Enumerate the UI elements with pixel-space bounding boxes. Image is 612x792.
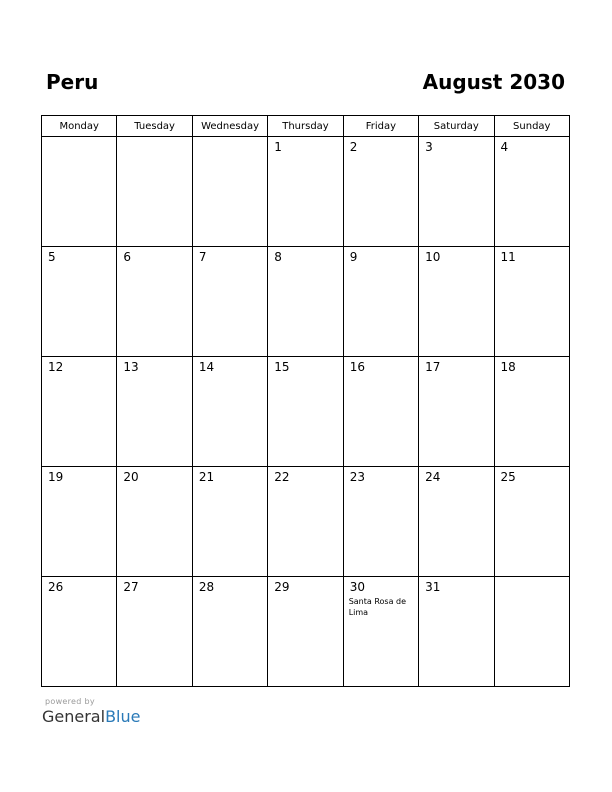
day-cell (494, 467, 569, 577)
day-number: 29 (274, 580, 290, 594)
day-number: 10 (425, 250, 441, 264)
day-number: 17 (425, 360, 441, 374)
day-number (42, 137, 116, 140)
day-number: 1 (274, 140, 282, 154)
day-cell (42, 357, 117, 467)
day-number: 23 (349, 470, 365, 484)
week-row (42, 247, 570, 357)
weekday-tuesday: Tuesday (117, 116, 192, 137)
brand-part-blue: Blue (105, 707, 141, 726)
weekday-sunday: Sunday (494, 116, 569, 137)
day-cell (419, 137, 494, 247)
day-number: 7 (198, 250, 207, 264)
weekday-saturday: Saturday (419, 116, 494, 137)
day-cell (42, 577, 117, 687)
day-cell (117, 357, 192, 467)
day-number: 8 (274, 250, 282, 264)
day-cell (268, 357, 343, 467)
day-number: 16 (349, 360, 365, 374)
day-number: 21 (198, 470, 215, 484)
day-number: 30 (349, 580, 365, 594)
day-cell (343, 357, 418, 467)
weekday-header-row (42, 116, 570, 137)
day-number: 18 (500, 360, 516, 374)
day-number: 11 (500, 250, 516, 264)
day-number: 19 (48, 470, 64, 484)
day-number (495, 577, 569, 580)
day-number: 25 (500, 470, 516, 484)
day-cell (42, 467, 117, 577)
day-cell (494, 247, 569, 357)
powered-by-text: powered by (45, 697, 95, 706)
day-number: 27 (123, 580, 139, 594)
day-number: 24 (425, 470, 441, 484)
holiday-label: Santa Rosa de Lima (348, 597, 407, 617)
day-number: 5 (48, 250, 56, 264)
day-number: 13 (123, 360, 139, 374)
day-number: 3 (425, 140, 433, 154)
week-row (42, 467, 570, 577)
day-cell (268, 247, 343, 357)
country-title: Peru (46, 70, 99, 94)
day-number: 22 (274, 470, 290, 484)
day-cell (42, 137, 117, 247)
day-number: 12 (48, 360, 64, 374)
weekday-wednesday: Wednesday (192, 116, 267, 137)
day-number: 4 (500, 140, 509, 154)
week-row (42, 357, 570, 467)
day-cell (419, 357, 494, 467)
day-cell (117, 467, 192, 577)
weekday-monday: Monday (42, 116, 117, 137)
day-number: 31 (425, 580, 441, 594)
week-row (42, 137, 570, 247)
day-number: 6 (123, 250, 132, 264)
day-cell (192, 357, 267, 467)
day-cell (419, 247, 494, 357)
month-year-title: August 2030 (422, 70, 565, 94)
day-cell (192, 247, 267, 357)
day-number: 15 (274, 360, 290, 374)
day-cell (192, 577, 267, 687)
day-number: 26 (48, 580, 64, 594)
day-cell (42, 247, 117, 357)
day-cell (192, 137, 267, 247)
day-cell (343, 247, 418, 357)
day-cell (268, 137, 343, 247)
day-number: 14 (198, 360, 215, 374)
day-number: 9 (349, 250, 358, 264)
day-number: 2 (349, 140, 358, 154)
day-cell (117, 577, 192, 687)
day-cell (268, 467, 343, 577)
day-number: 28 (198, 580, 215, 594)
calendar-grid (41, 115, 570, 687)
day-cell (343, 577, 418, 687)
day-cell (419, 467, 494, 577)
day-number (193, 137, 267, 140)
brand-part-general: General (42, 707, 106, 726)
generalblue-logo[interactable] (42, 707, 140, 726)
day-number (117, 137, 191, 140)
day-cell (494, 137, 569, 247)
day-cell (192, 467, 267, 577)
day-cell (268, 577, 343, 687)
footer-branding (42, 697, 140, 726)
day-cell (419, 577, 494, 687)
weekday-thursday: Thursday (268, 116, 343, 137)
day-number: 20 (123, 470, 139, 484)
week-row (42, 577, 570, 687)
day-cell (494, 577, 569, 687)
weekday-friday: Friday (343, 116, 418, 137)
day-cell (343, 467, 418, 577)
day-cell (117, 247, 192, 357)
day-cell (343, 137, 418, 247)
day-cell (494, 357, 569, 467)
day-cell (117, 137, 192, 247)
